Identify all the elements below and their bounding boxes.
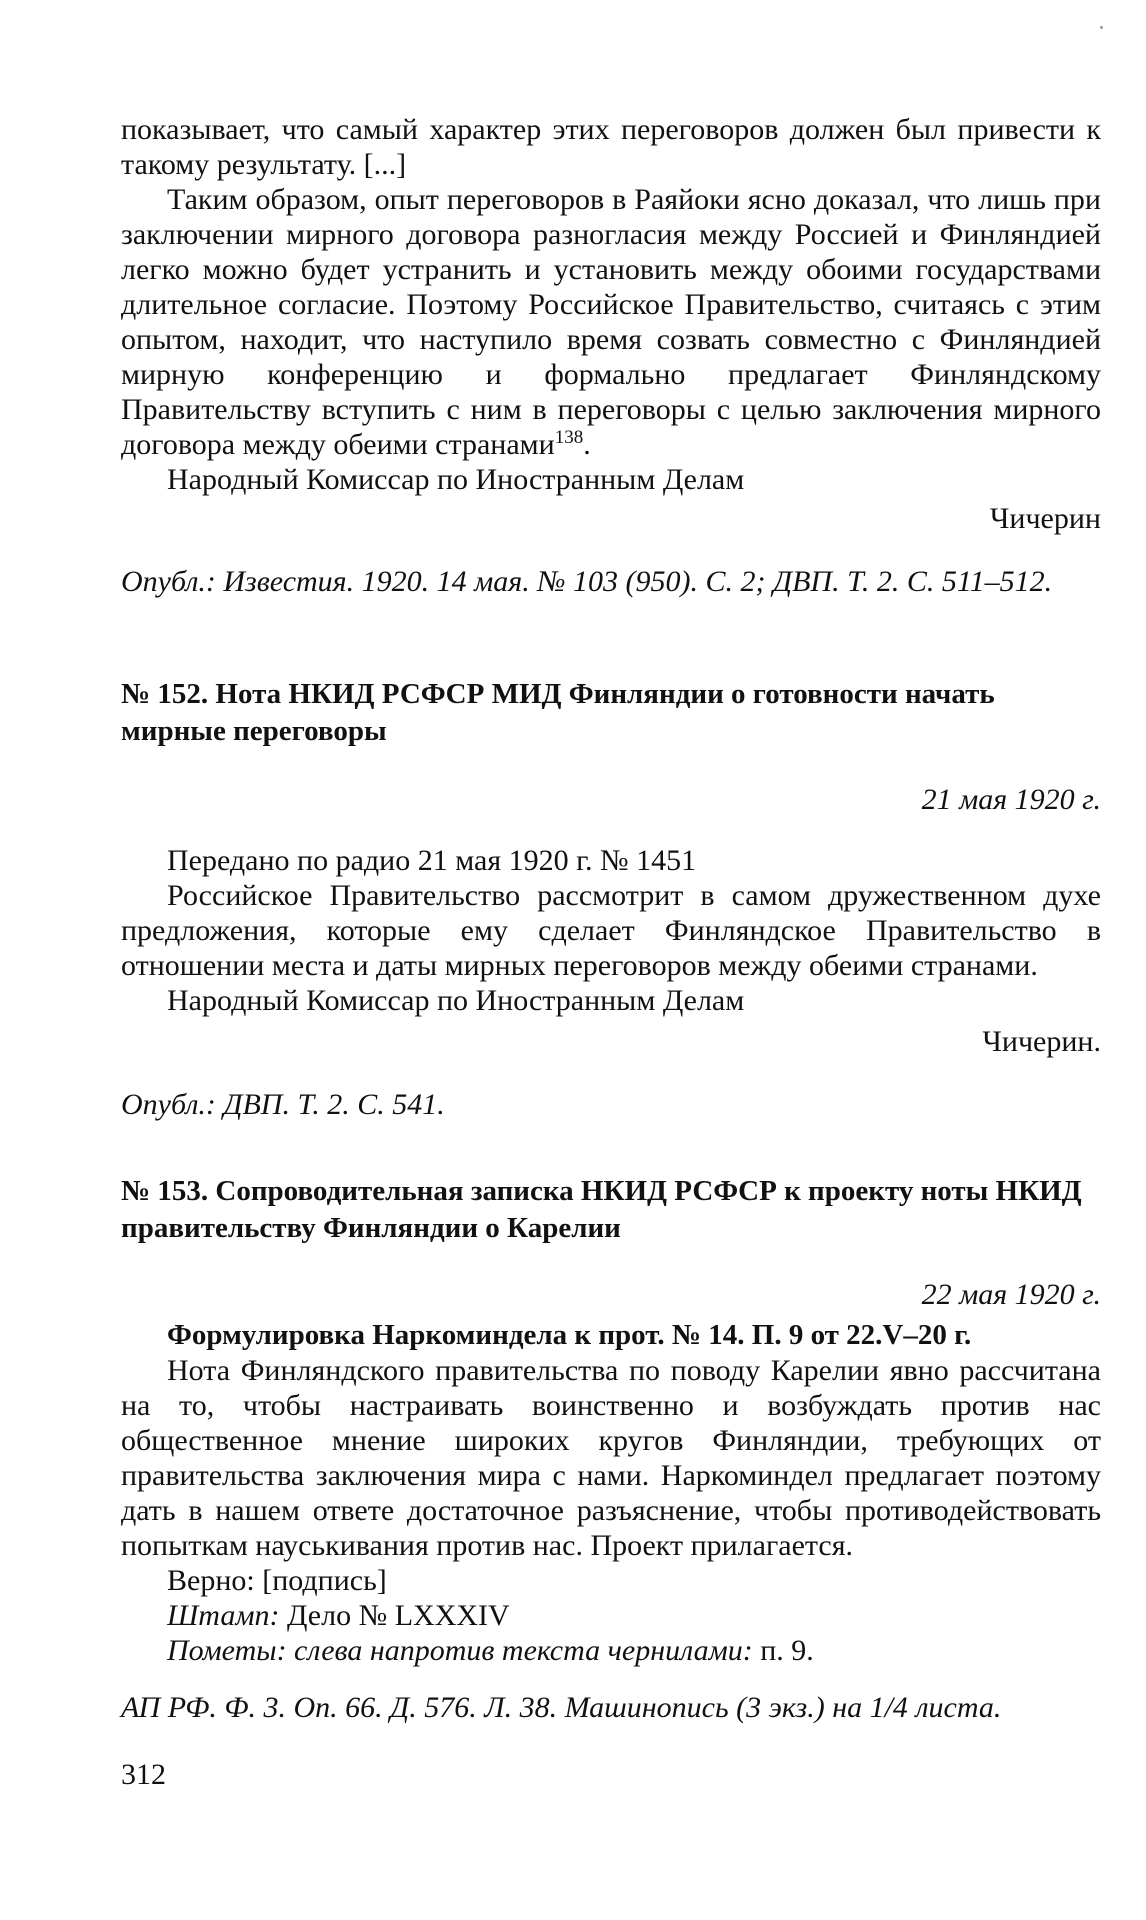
- continuation-text: показывает, что самый характер этих переговоров должен был привести к такому результату. [...]: [121, 113, 1101, 181]
- signer-name: Чичерин: [989, 502, 1101, 535]
- document-152-body: Российское Правительство рассмотрит в самом дружественном духе предложения, которые ему сделает Финляндское Правительство в отношении места и даты мирных переговоров между обеими странами.: [121, 879, 1101, 982]
- marks-value: п. 9.: [752, 1634, 814, 1667]
- scan-speck: [1100, 26, 1103, 29]
- document-153-date: 22 мая 1920 г.: [921, 1278, 1101, 1311]
- stamp-label: Штамп:: [167, 1599, 280, 1632]
- document-152: [121, 676, 1101, 1122]
- footnote-ref: 138: [554, 427, 584, 448]
- document-153-source: [121, 1690, 1101, 1725]
- radio-line: Передано по радио 21 мая 1920 г. № 1451: [167, 844, 697, 877]
- marks-label: Пометы: слева напротив текста чернилами:: [167, 1634, 753, 1667]
- archive-reference-end: листа.: [907, 1691, 1002, 1724]
- verno-line: Верно: [подпись]: [167, 1564, 387, 1597]
- paragraph-end: .: [583, 428, 591, 461]
- document-153-subheading: Формулировка Наркоминдела к прот. № 14. П. 9 от 22.V–20 г.: [167, 1319, 972, 1351]
- archive-reference: АП РФ. Ф. 3. Оп. 66. Д. 576. Л. 38. Машинопись (3 экз.) на: [121, 1691, 870, 1724]
- document-152-date: 21 мая 1920 г.: [921, 783, 1101, 816]
- stamp-value: Дело № LXXXIV: [279, 1599, 510, 1632]
- document-153-body: Нота Финляндского правительства по поводу Карелии явно рассчитана на то, чтобы настраивать воинственно и возбуждать против нас общественное мнение широких кругов Финляндии, требующих от правительства заключения мира с нами. Наркоминдел предлагает поэтому дать в нашем ответе достаточное разъяснение, чтобы противодействовать попыткам науськивания против нас. Проект прилагается.: [121, 1354, 1101, 1562]
- signer-title: Народный Комиссар по Иностранным Делам: [167, 463, 745, 496]
- previous-document-end: [121, 112, 1101, 599]
- conclusion-paragraph: [121, 182, 1101, 462]
- document-153: [121, 1173, 1101, 1725]
- page-number: 312: [121, 1758, 166, 1791]
- document-152-source: Опубл.: ДВП. Т. 2. С. 541.: [121, 1088, 445, 1121]
- source-citation: Опубл.: Известия. 1920. 14 мая. № 103 (950). С. 2; ДВП. Т. 2. С. 511–512.: [121, 565, 1053, 598]
- sheet-fraction: 1/4: [869, 1691, 908, 1724]
- document-152-signer-title: Народный Комиссар по Иностранным Делам: [167, 984, 745, 1017]
- document-152-heading: № 152. Нота НКИД РСФСР МИД Финляндии о готовности начать мирные переговоры: [121, 678, 995, 747]
- document-152-signer-name: Чичерин.: [982, 1025, 1101, 1058]
- document-153-heading: № 153. Сопроводительная записка НКИД РСФСР к проекту ноты НКИД правительству Финляндии о Карелии: [121, 1175, 1082, 1244]
- stamp-line: [121, 1598, 1101, 1633]
- conclusion-text: Таким образом, опыт переговоров в Раяйоки ясно доказал, что лишь при заключении мирного договора разногласия между Россией и Финляндией легко можно будет устранить и установить между обоими государствами длительное согласие. Поэтому Российское Правительство, считаясь с этим опытом, находит, что наступило время созвать совместно с Финляндией мирную конференцию и формально предлагает Финляндскому Правительству вступить с ним в переговоры с целью заключения мирного договора между обеими странами: [121, 183, 1101, 461]
- marks-line: [121, 1633, 1101, 1668]
